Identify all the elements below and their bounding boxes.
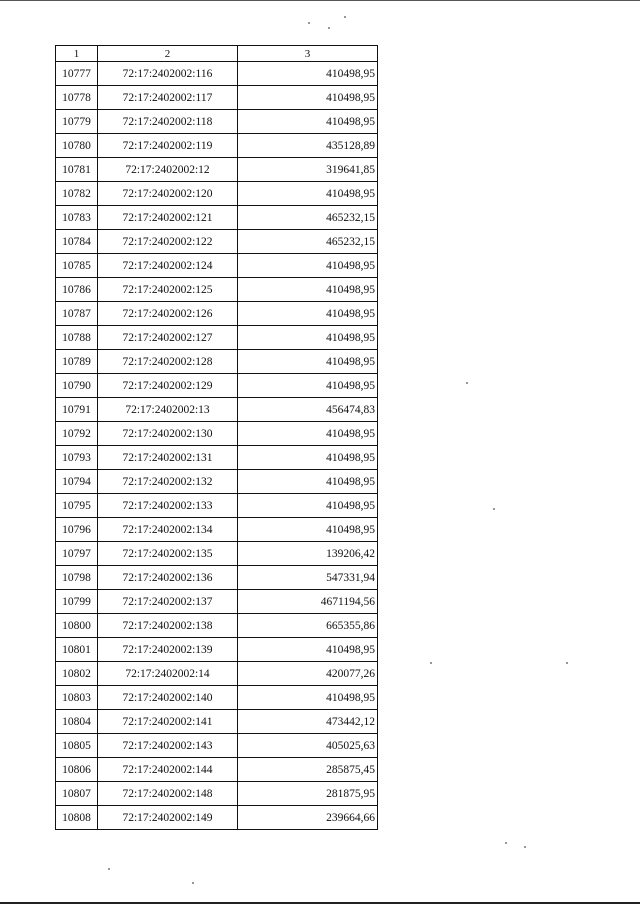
scan-speck	[108, 868, 110, 870]
cadastral-value-cell: 410498,95	[238, 110, 378, 134]
table-row	[56, 86, 378, 110]
row-number-cell: 10781	[56, 158, 98, 182]
row-number-cell: 10807	[56, 782, 98, 806]
scan-speck	[308, 22, 310, 24]
cadastral-number-cell: 72:17:2402002:126	[98, 302, 238, 326]
cadastral-number-cell: 72:17:2402002:122	[98, 230, 238, 254]
cadastral-value-cell: 410498,95	[238, 686, 378, 710]
table-row	[56, 614, 378, 638]
row-number-cell: 10799	[56, 590, 98, 614]
cadastral-value-cell: 405025,63	[238, 734, 378, 758]
row-number-cell: 10792	[56, 422, 98, 446]
cadastral-number-cell: 72:17:2402002:12	[98, 158, 238, 182]
scan-speck	[505, 842, 507, 844]
scan-speck	[344, 16, 346, 18]
row-number-cell: 10791	[56, 398, 98, 422]
cadastral-number-cell: 72:17:2402002:134	[98, 518, 238, 542]
cadastral-value-cell: 239664,66	[238, 806, 378, 830]
cadastral-value-cell: 139206,42	[238, 542, 378, 566]
cadastral-number-cell: 72:17:2402002:140	[98, 686, 238, 710]
row-number-cell: 10805	[56, 734, 98, 758]
table-row	[56, 134, 378, 158]
row-number-cell: 10794	[56, 470, 98, 494]
row-number-cell: 10778	[56, 86, 98, 110]
cadastral-value-cell: 410498,95	[238, 422, 378, 446]
table-row	[56, 686, 378, 710]
cadastral-number-cell: 72:17:2402002:131	[98, 446, 238, 470]
cadastral-number-cell: 72:17:2402002:120	[98, 182, 238, 206]
cadastral-number-cell: 72:17:2402002:130	[98, 422, 238, 446]
row-number-cell: 10780	[56, 134, 98, 158]
table-row	[56, 638, 378, 662]
cadastral-number-cell: 72:17:2402002:132	[98, 470, 238, 494]
cadastral-number-cell: 72:17:2402002:117	[98, 86, 238, 110]
row-number-cell: 10786	[56, 278, 98, 302]
scan-speck	[524, 846, 526, 848]
row-number-cell: 10803	[56, 686, 98, 710]
page-bottom-border	[0, 902, 640, 904]
cadastral-number-cell: 72:17:2402002:125	[98, 278, 238, 302]
row-number-cell: 10806	[56, 758, 98, 782]
cadastral-value-cell: 465232,15	[238, 206, 378, 230]
cadastral-value-cell: 410498,95	[238, 374, 378, 398]
table-row	[56, 326, 378, 350]
cadastral-value-cell: 547331,94	[238, 566, 378, 590]
column-header-1: 1	[56, 46, 98, 62]
cadastral-number-cell: 72:17:2402002:141	[98, 710, 238, 734]
table-row	[56, 782, 378, 806]
table-row	[56, 662, 378, 686]
table-row	[56, 350, 378, 374]
row-number-cell: 10801	[56, 638, 98, 662]
table-row	[56, 494, 378, 518]
cadastral-value-cell: 410498,95	[238, 518, 378, 542]
cadastral-value-cell: 665355,86	[238, 614, 378, 638]
table-row	[56, 278, 378, 302]
cadastral-value-cell: 410498,95	[238, 446, 378, 470]
table-body	[56, 62, 378, 830]
cadastral-number-cell: 72:17:2402002:144	[98, 758, 238, 782]
cadastral-value-cell: 435128,89	[238, 134, 378, 158]
table-row	[56, 710, 378, 734]
table-row	[56, 518, 378, 542]
scan-speck	[493, 508, 495, 510]
cadastral-number-cell: 72:17:2402002:121	[98, 206, 238, 230]
cadastral-value-table	[55, 45, 378, 830]
table-row	[56, 398, 378, 422]
cadastral-number-cell: 72:17:2402002:136	[98, 566, 238, 590]
cadastral-number-cell: 72:17:2402002:139	[98, 638, 238, 662]
cadastral-number-cell: 72:17:2402002:14	[98, 662, 238, 686]
row-number-cell: 10784	[56, 230, 98, 254]
table-row	[56, 422, 378, 446]
scan-speck	[466, 382, 468, 384]
row-number-cell: 10796	[56, 518, 98, 542]
row-number-cell: 10802	[56, 662, 98, 686]
cadastral-number-cell: 72:17:2402002:149	[98, 806, 238, 830]
cadastral-value-cell: 410498,95	[238, 182, 378, 206]
row-number-cell: 10797	[56, 542, 98, 566]
table-row	[56, 590, 378, 614]
row-number-cell: 10787	[56, 302, 98, 326]
table-row	[56, 182, 378, 206]
row-number-cell: 10785	[56, 254, 98, 278]
cadastral-value-cell: 456474,83	[238, 398, 378, 422]
row-number-cell: 10782	[56, 182, 98, 206]
cadastral-value-cell: 420077,26	[238, 662, 378, 686]
cadastral-number-cell: 72:17:2402002:143	[98, 734, 238, 758]
cadastral-number-cell: 72:17:2402002:129	[98, 374, 238, 398]
cadastral-number-cell: 72:17:2402002:118	[98, 110, 238, 134]
cadastral-value-cell: 4671194,56	[238, 590, 378, 614]
row-number-cell: 10789	[56, 350, 98, 374]
cadastral-number-cell: 72:17:2402002:119	[98, 134, 238, 158]
cadastral-number-cell: 72:17:2402002:138	[98, 614, 238, 638]
cadastral-number-cell: 72:17:2402002:127	[98, 326, 238, 350]
table-row	[56, 230, 378, 254]
cadastral-number-cell: 72:17:2402002:133	[98, 494, 238, 518]
table-row	[56, 110, 378, 134]
table-row	[56, 254, 378, 278]
cadastral-number-cell: 72:17:2402002:135	[98, 542, 238, 566]
table-row	[56, 206, 378, 230]
row-number-cell: 10804	[56, 710, 98, 734]
table-row	[56, 566, 378, 590]
page-top-border	[0, 0, 640, 1]
cadastral-value-cell: 410498,95	[238, 470, 378, 494]
column-header-2: 2	[98, 46, 238, 62]
row-number-cell: 10800	[56, 614, 98, 638]
table-row	[56, 158, 378, 182]
table-row	[56, 734, 378, 758]
row-number-cell: 10798	[56, 566, 98, 590]
cadastral-value-cell: 410498,95	[238, 494, 378, 518]
table-row	[56, 470, 378, 494]
table-row	[56, 302, 378, 326]
cadastral-value-cell: 410498,95	[238, 278, 378, 302]
table-header-row	[56, 46, 378, 62]
cadastral-number-cell: 72:17:2402002:116	[98, 62, 238, 86]
row-number-cell: 10790	[56, 374, 98, 398]
cadastral-value-cell: 410498,95	[238, 350, 378, 374]
row-number-cell: 10783	[56, 206, 98, 230]
cadastral-value-cell: 281875,95	[238, 782, 378, 806]
scan-speck	[430, 662, 432, 664]
scan-speck	[328, 27, 330, 29]
cadastral-number-cell: 72:17:2402002:137	[98, 590, 238, 614]
column-header-3: 3	[238, 46, 378, 62]
row-number-cell: 10779	[56, 110, 98, 134]
scan-speck	[566, 662, 568, 664]
cadastral-number-cell: 72:17:2402002:124	[98, 254, 238, 278]
cadastral-number-cell: 72:17:2402002:128	[98, 350, 238, 374]
row-number-cell: 10777	[56, 62, 98, 86]
cadastral-value-cell: 319641,85	[238, 158, 378, 182]
cadastral-value-cell: 473442,12	[238, 710, 378, 734]
cadastral-value-cell: 410498,95	[238, 62, 378, 86]
cadastral-value-cell: 410498,95	[238, 638, 378, 662]
table-row	[56, 446, 378, 470]
row-number-cell: 10795	[56, 494, 98, 518]
table-row	[56, 542, 378, 566]
scan-speck	[192, 882, 194, 884]
table-row	[56, 62, 378, 86]
cadastral-value-cell: 465232,15	[238, 230, 378, 254]
row-number-cell: 10808	[56, 806, 98, 830]
cadastral-value-cell: 410498,95	[238, 254, 378, 278]
cadastral-number-cell: 72:17:2402002:148	[98, 782, 238, 806]
cadastral-number-cell: 72:17:2402002:13	[98, 398, 238, 422]
cadastral-value-cell: 285875,45	[238, 758, 378, 782]
cadastral-value-cell: 410498,95	[238, 302, 378, 326]
table-row	[56, 374, 378, 398]
table-row	[56, 806, 378, 830]
row-number-cell: 10793	[56, 446, 98, 470]
cadastral-value-cell: 410498,95	[238, 326, 378, 350]
row-number-cell: 10788	[56, 326, 98, 350]
table-row	[56, 758, 378, 782]
cadastral-value-cell: 410498,95	[238, 86, 378, 110]
